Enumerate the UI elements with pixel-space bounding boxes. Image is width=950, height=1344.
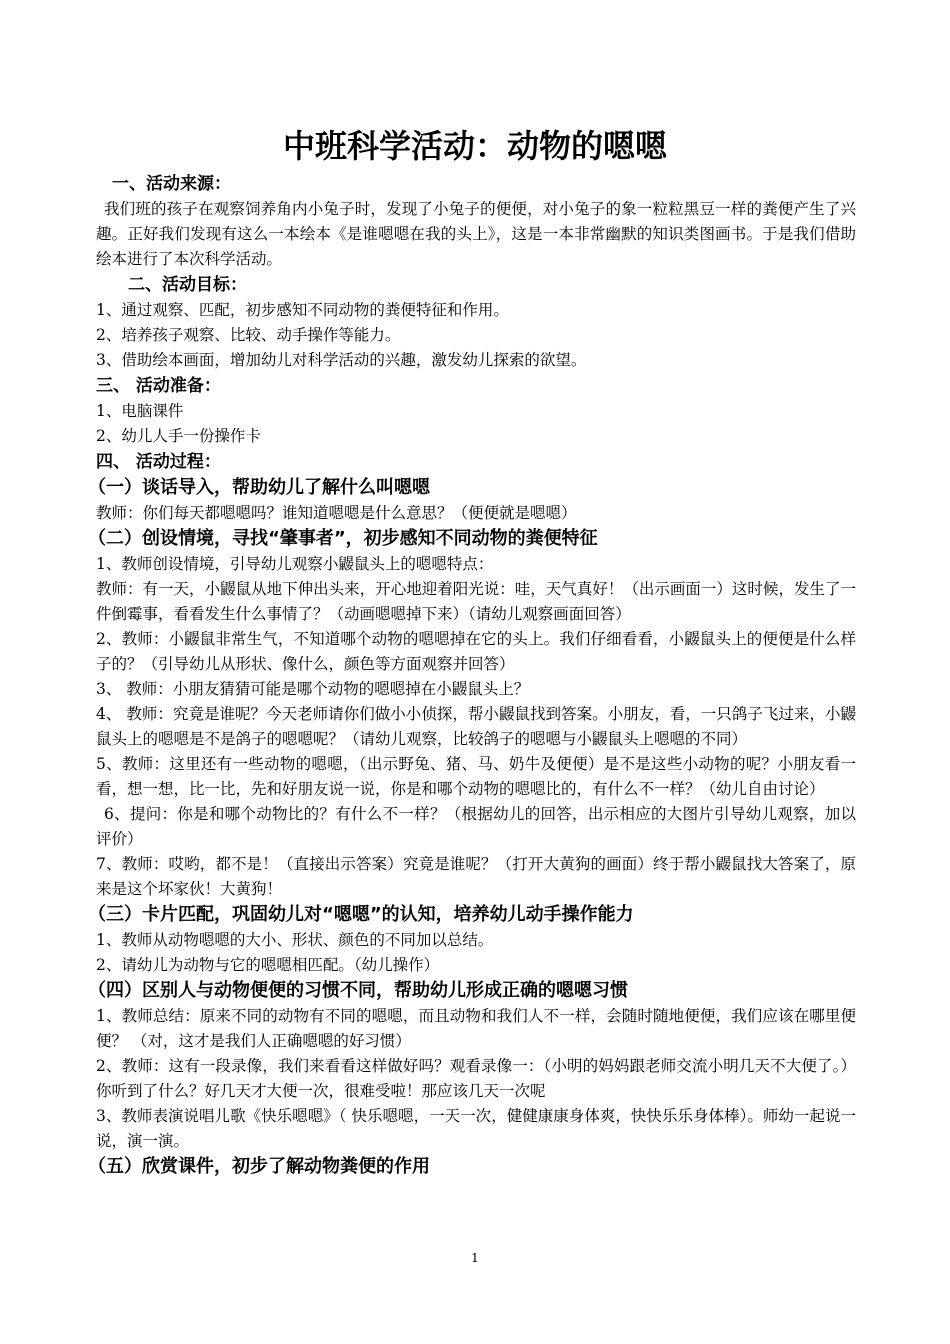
subsection-heading: （五）欣赏课件，初步了解动物粪便的作用: [88, 1156, 430, 1177]
paragraph: 1、电脑课件: [96, 402, 184, 420]
section-heading: 一、活动来源：: [112, 174, 231, 194]
paragraph: 6、提问：你是和哪个动物比的？有什么不一样？（根据幼儿的回答，出示相应的大图片引导幼儿观察，加以评价）: [96, 805, 856, 848]
paragraph: 4、 教师：究竟是谁呢？今天老师请你们做小小侦探，帮小鼹鼠找到答案。小朋友，看，一只鸽子飞过来，小鼹鼠头上的嗯嗯是不是鸽子的嗯嗯呢？（请幼儿观察，比较鸽子的嗯嗯与小鼹鼠头上嗯嗯的不同）: [96, 705, 856, 748]
paragraph: 1、教师从动物嗯嗯的大小、形状、颜色的不同加以总结。: [96, 931, 494, 949]
paragraph: 2、教师：小鼹鼠非常生气，不知道哪个动物的嗯嗯掉在它的头上。我们仔细看看，小鼹鼠头上的便便是什么样子的？（引导幼儿从形状、像什么，颜色等方面观察并回答）: [96, 630, 856, 673]
paragraph: 7、教师：哎哟，都不是！（直接出示答案）究竟是谁呢？（打开大黄狗的画面）终于帮小鼹鼠找大答案了，原来是这个坏家伙！大黄狗！: [96, 855, 856, 898]
paragraph: 3、 教师：小朋友猜猜可能是哪个动物的嗯嗯掉在小鼹鼠头上？: [96, 680, 530, 698]
subsection-heading: （三）卡片匹配，巩固幼儿对“嗯嗯”的认知，培养幼儿动手操作能力: [88, 904, 634, 925]
paragraph: 3、借助绘本画面，增加幼儿对科学活动的兴趣，激发幼儿探索的欲望。: [96, 351, 587, 369]
page-number: 1: [471, 1251, 479, 1265]
document-body: [88, 171, 856, 1180]
paragraph: 1、教师总结：原来不同的动物有不同的嗯嗯，而且动物和我们人不一样，会随时随地便便，我们应该在哪里便便？ （对，这才是我们人正确嗯嗯的好习惯）: [96, 1007, 856, 1050]
section-heading: 三、 活动准备：: [96, 376, 221, 396]
paragraph: 3、教师表演说唱儿歌《快乐嗯嗯》（ 快乐嗯嗯，一天一次，健健康康身体爽，快快乐乐身体棒）。师幼一起说一说，演一演。: [96, 1107, 856, 1150]
paragraph: 教师：有一天，小鼹鼠从地下伸出头来，开心地迎着阳光说：哇，天气真好！（出示画面一）这时候，发生了一件倒霉事，看看发生什么事情了？（动画嗯嗯掉下来）（请幼儿观察画面回答）: [96, 580, 856, 623]
subsection-heading: （二）创设情境，寻找“肇事者”，初步感知不同动物的粪便特征: [88, 528, 598, 549]
page-title: 中班科学活动：动物的嗯嗯: [282, 127, 667, 165]
subsection-heading: （四）区别人与动物便便的习惯不同，帮助幼儿形成正确的嗯嗯习惯: [88, 980, 628, 1001]
paragraph: 2、培养孩子观察、比较、动手操作等能力。: [96, 326, 401, 344]
section-heading: 四、 活动过程：: [96, 452, 221, 472]
paragraph: 教师：你们每天都嗯嗯吗？谁知道嗯嗯是什么意思？（便便就是嗯嗯）: [96, 504, 577, 522]
paragraph: 1、教师创设情境，引导幼儿观察小鼹鼠头上的嗯嗯特点：: [96, 555, 494, 573]
paragraph: 我们班的孩子在观察饲养角内小兔子时，发现了小兔子的便便，对小兔子的象一粒粒黑豆一样的粪便产生了兴趣。正好我们发现有这么一本绘本《是谁嗯嗯在我的头上》，这是一本非常幽默的知识类图画书。于是我们借助绘本进行了本次科学活动。: [96, 200, 856, 268]
paragraph: 2、教师：这有一段录像，我们来看看这样做好吗？观看录像一：（小明的妈妈跟老师交流小明几天不大便了。）你听到了什么？好几天才大便一次，很难受啦！那应该几天一次呢: [96, 1057, 856, 1100]
paragraph: 1、通过观察、匹配，初步感知不同动物的粪便特征和作用。: [96, 301, 509, 319]
section-heading: 二、活动目标：: [128, 275, 247, 295]
subsection-heading: （一）谈话导入，帮助幼儿了解什么叫嗯嗯: [88, 477, 430, 498]
paragraph: 2、幼儿人手一份操作卡: [96, 427, 261, 445]
paragraph: 2、请幼儿为动物与它的嗯嗯相匹配。（幼儿操作）: [96, 956, 440, 974]
paragraph: 5、教师：这里还有一些动物的嗯嗯，（出示野兔、猪、马、奶牛及便便）是不是这些小动物的呢？小朋友看一看，想一想，比一比，先和好朋友说一说，你是和哪个动物的嗯嗯比的，有什么不一样？（幼儿自由讨论）: [96, 755, 856, 798]
